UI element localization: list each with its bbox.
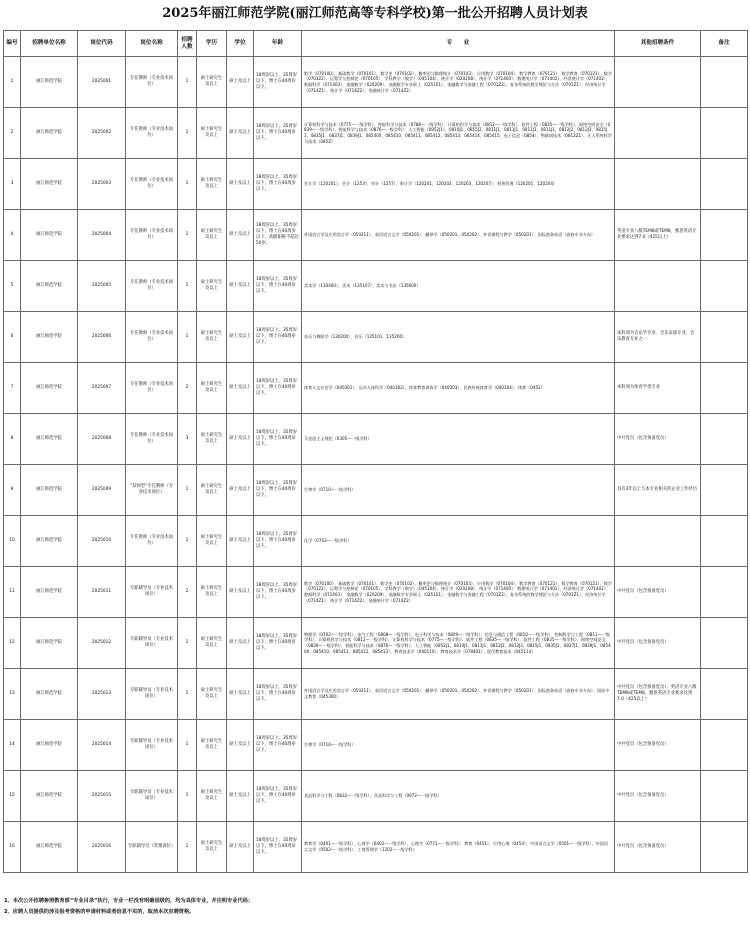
cell-age: 18周岁以上、35周岁以下，博士在40周岁以下。 [254,465,302,516]
cell-other: 中共党员（包含预备党员） [615,720,701,771]
header-no: 编号 [4,31,21,57]
cell-count: 1 [178,159,197,210]
cell-unit: 丽江师范学院 [21,822,78,873]
cell-remark [701,159,748,210]
cell-code: 2025006 [78,312,126,363]
cell-degree: 硕士及以上 [227,108,254,159]
cell-unit: 丽江师范学院 [21,720,78,771]
cell-major: 生物学（0710—一级学科） [302,465,615,516]
cell-code: 2025007 [78,363,126,414]
cell-degree: 硕士及以上 [227,618,254,669]
cell-degree: 硕士及以上 [227,210,254,261]
cell-age: 18周岁以上、35周岁以下，博士在40周岁以下。 [254,414,302,465]
table-row [4,363,748,414]
cell-no: 5 [4,261,21,312]
header-code: 岗位代码 [78,31,126,57]
cell-edu: 硕士研究生及以上 [197,210,227,261]
table-row [4,414,748,465]
cell-degree: 硕士及以上 [227,465,254,516]
cell-no: 6 [4,312,21,363]
cell-edu: 硕士研究生及以上 [197,363,227,414]
cell-remark [701,720,748,771]
cell-other: 具有3年以上与本专业相关的企业工作经历 [615,465,701,516]
page-title: 2025年丽江师范学院(丽江师范高等专科学校)第一批公开招聘人员计划表 [162,6,588,21]
footnote-1: 1、本次公开招聘参照教育部“专业目录”执行，专业一栏没有明确层级的，均为具体专业，并注明专业代码； [4,898,254,904]
cell-unit: 丽江师范学院 [21,363,78,414]
cell-other: 本科须为音乐学专业、音乐表演专业、音乐教育专业之一 [615,312,701,363]
cell-edu: 硕士研究生及以上 [197,822,227,873]
cell-edu: 硕士研究生及以上 [197,312,227,363]
cell-major: 外国语言学及应用语言学（050211）、英语语言文学（050201）、翻译学（050201、050202）、外语课程与教学（050201）、国际商务英语（高校专业方向）、国际中文教育（045300） [302,669,615,720]
cell-code: 2025010 [78,516,126,567]
cell-unit: 丽江师范学院 [21,465,78,516]
cell-no: 7 [4,363,21,414]
cell-other: 本科须为体育学类专业 [615,363,701,414]
cell-post: 专职辅导员（专业技术岗位） [126,618,178,669]
table-row [4,159,748,210]
cell-count: 1 [178,516,197,567]
cell-major: 马克思主义理论（0305—一级学科） [302,414,615,465]
header-edu: 学历 [197,31,227,57]
cell-remark [701,567,748,618]
cell-unit: 丽江师范学院 [21,669,78,720]
cell-post: 专任教师（专业技术岗位） [126,312,178,363]
cell-major: 教育学（0401—一级学科）、心理学（0402—一级学科）、心理学（0771—一级学科）、教育（0451）、应用心理（0454）、中国语言文学（0501—一级学科）、外国语言文学（0502—一级学科）、工商管理学（1202—一级学科） [302,822,615,873]
cell-unit: 丽江师范学院 [21,210,78,261]
cell-remark [701,57,748,108]
cell-edu: 硕士研究生及以上 [197,567,227,618]
cell-major: 食品科学与工程（0832—一级学科）、食品科学与工程（0972—一级学科） [302,771,615,822]
cell-count: 1 [178,261,197,312]
cell-degree: 硕士及以上 [227,669,254,720]
cell-code: 2025001 [78,57,126,108]
header-count: 招聘人数 [178,31,197,57]
recruitment-plan-table [3,30,748,873]
cell-code: 2025002 [78,108,126,159]
cell-code: 2025005 [78,261,126,312]
cell-remark [701,414,748,465]
cell-count: 1 [178,720,197,771]
cell-age: 18周岁以上、35周岁以下，博士在40周岁以下。 [254,312,302,363]
cell-major: 化学（0703—一级学科） [302,516,615,567]
cell-code: 2025011 [78,567,126,618]
cell-major: 美术学（130400）、美术（135107）、美术与书法（135600） [302,261,615,312]
cell-edu: 硕士研究生及以上 [197,261,227,312]
cell-major: 数学（070100）、基础数学（070101）、数学史（070102）、概率论与数理统计（070103）、应用数学（070104）、数学教育（070121）、数学教育（070121）、数学（070122）、运筹学与控制论（070105）、学科教学（数学）（045104）、统计学（020208）、统计学（071400）、数理统计学（071401）、经济统计学（071402）、数据科学（071403）、金融数学（020209）、金融数学专业硕士（025101）、金融数学与金融工程（0701Z2）、复杂系统的数学理论与方法（0701Z1）、经济统计学（0714Z1）、统计学（0714Z2）、金融统计学（0714Z2） [302,57,615,108]
cell-other [615,108,701,159]
cell-other: 中共党员（包含预备党员） [615,567,701,618]
cell-post: 专任教师（专业技术岗位） [126,108,178,159]
cell-degree: 硕士及以上 [227,312,254,363]
cell-age: 18周岁以上、35周岁以下，博士在40周岁以下。 [254,720,302,771]
header-remark: 备注 [701,31,748,57]
cell-edu: 硕士研究生及以上 [197,669,227,720]
table-row [4,108,748,159]
cell-degree: 硕士及以上 [227,822,254,873]
cell-count: 1 [178,57,197,108]
table-row [4,618,748,669]
cell-no: 10 [4,516,21,567]
cell-age: 18周岁以上、35周岁以下，博士在40周岁以下。 [254,57,302,108]
table-row [4,567,748,618]
cell-count: 3 [178,414,197,465]
cell-other [615,261,701,312]
cell-code: 2025014 [78,720,126,771]
cell-edu: 硕士研究生及以上 [197,159,227,210]
cell-no: 2 [4,108,21,159]
cell-unit: 丽江师范学院 [21,567,78,618]
cell-post: 专任教师（专业技术岗位） [126,414,178,465]
cell-post: 专职辅导员（专业技术岗位） [126,771,178,822]
cell-no: 3 [4,159,21,210]
cell-post: 专职辅导员（专业技术岗位） [126,720,178,771]
cell-major: 生物学（0710—一级学科） [302,720,615,771]
header-major: 专 业 [302,31,615,57]
cell-age: 18周岁以上、35周岁以下，博士在40周岁以下。 [254,822,302,873]
cell-post: 专任教师（专业技术岗位） [126,210,178,261]
cell-no: 16 [4,822,21,873]
cell-no: 9 [4,465,21,516]
cell-other: 中共党员（包含预备党员） [615,414,701,465]
cell-remark [701,363,748,414]
header-unit: 招聘单位名称 [21,31,78,57]
footnote-2: 2、应聘人员提供的涉及报考资格的申请材料或者信息不实的，取消本次应聘资格。 [4,909,195,915]
cell-count: 1 [178,771,197,822]
cell-remark [701,771,748,822]
cell-code: 2025015 [78,771,126,822]
cell-unit: 丽江师范学院 [21,261,78,312]
cell-count: 2 [178,363,197,414]
cell-edu: 硕士研究生及以上 [197,771,227,822]
cell-post: 专任教师（专业技术岗位） [126,363,178,414]
cell-no: 11 [4,567,21,618]
cell-degree: 硕士及以上 [227,363,254,414]
footnotes [4,896,746,918]
cell-edu: 硕士研究生及以上 [197,57,227,108]
header-post: 岗位名称 [126,31,178,57]
table-row [4,720,748,771]
cell-age: 18周岁以上、35周岁以下，博士在40周岁以下。 [254,669,302,720]
cell-degree: 硕士及以上 [227,261,254,312]
cell-code: 2025013 [78,669,126,720]
cell-count: 1 [178,210,197,261]
cell-count: 1 [178,465,197,516]
table-row [4,261,748,312]
cell-no: 8 [4,414,21,465]
cell-post: 专任教师（专业技术岗位） [126,57,178,108]
cell-edu: 硕士研究生及以上 [197,465,227,516]
cell-code: 2025012 [78,618,126,669]
table-header-row [4,31,748,57]
cell-age: 18周岁以上、35周岁以下，博士在40周岁以下，高级职称不超过50岁。 [254,210,302,261]
cell-other: 中共党员（包含预备党员） [615,771,701,822]
cell-remark [701,465,748,516]
cell-no: 14 [4,720,21,771]
table-row [4,57,748,108]
table-row [4,465,748,516]
cell-remark [701,312,748,363]
cell-other [615,57,701,108]
cell-age: 18周岁以上、35周岁以下，博士在40周岁以下。 [254,261,302,312]
cell-code: 2025016 [78,822,126,873]
cell-post: 专任教师（专业技术岗位） [126,261,178,312]
cell-unit: 丽江师范学院 [21,414,78,465]
cell-major: 数学（070100）、基础数学（070101）、数学史（070102）、概率论与数理统计（070103）、应用数学（070104）、数学教育（070121）、数学教育（070121）、数学（070122）、运筹学与控制论（070105）、学科教学（数学）（045104）、统计学（020208）、统计学（071400）、数理统计学（071401）、经济统计学（071402）、数据科学（071403）、金融数学（020209）、金融数学专业硕士（025101）、金融数学与金融工程（0701Z2）、复杂系统的数学理论与方法（0701Z1）、经济统计学（0714Z1）、统计学（0714Z2）、金融统计学（0714Z2） [302,567,615,618]
cell-major: 外国语言学及应用语言学（050211）、英语语言文学（050201）、翻译学（050201、050202）、外语课程与教学（050201）、国际商务英语（高校专业方向） [302,210,615,261]
cell-post: 专职辅导员（专业技术岗位） [126,567,178,618]
cell-edu: 硕士研究生及以上 [197,720,227,771]
cell-remark [701,669,748,720]
cell-count: 1 [178,618,197,669]
cell-major: 计算机科学与技术（0775—一级学科）、智能科学与技术（0788—一级学科）、计算机科学与技术（0812—一级学科）、软件工程（0835—一级学科）、网络空间安全（0839—一级学科）、智能科学与技术（0876—一级学科）、人工智能（0852J1）、0810J1、0815J2、0811J1、0811J1、0811J1、0811J1、0812J2、0812J3、0815J1、0835J1、0837J1、0839J1、085400、085410、085411、085412、085413、085414、085415、电子信息（0854）、物联网技术（0812Z1）、无人系统科学与技术（085Z） [302,108,615,159]
cell-unit: 丽江师范学院 [21,516,78,567]
cell-other [615,516,701,567]
cell-degree: 硕士及以上 [227,720,254,771]
cell-edu: 硕士研究生及以上 [197,618,227,669]
cell-remark [701,822,748,873]
cell-degree: 硕士及以上 [227,57,254,108]
cell-major: 会计学（120201）、会计（1253）、审计（1257）、审计学（120201、120202、120203、120207）、财务管理（120201、120204） [302,159,615,210]
cell-post: 专职辅导员（管理岗位） [126,822,178,873]
cell-remark [701,516,748,567]
cell-code: 2025004 [78,210,126,261]
cell-post: 专任教师（专业技术岗位） [126,516,178,567]
cell-age: 18周岁以上、35周岁以下，博士在40周岁以下。 [254,618,302,669]
cell-age: 18周岁以上、35周岁以下，博士在40周岁以下。 [254,159,302,210]
cell-remark [701,210,748,261]
cell-degree: 硕士及以上 [227,414,254,465]
cell-degree: 硕士及以上 [227,159,254,210]
table-row [4,771,748,822]
cell-major: 物理学（0702—一级学科）、电气工程（0808—一级学科）、电子科学与技术（0809—一级学科）、信息与通信工程（0810—一级学科）、控制科学与工程（0811—一级学科）、计算机科学与技术（0812—一级学科）、计算机科学与技术（0775—一级学科）、软件工程（0835—一级学科）、软件工程（0835—一级学科）、网络空间安全（0839—一级学科）、智能科学与技术（0876—一级学科）、人工智能（0852J1、0810J1、0811J1、0812J2、0812J3、0815J1、0835J1、0837J1、0839J1、085400、085410、085411、085412、085413）、教育技术学（040110）、教育技术学（078401）、现代教育技术（045114） [302,618,615,669]
cell-code: 2025009 [78,465,126,516]
cell-age: 18周岁以上、35周岁以下，博士在40周岁以下。 [254,108,302,159]
cell-other: 英语专业八级TEM8或TEM8，雅思英语专业要求达到7.0（425以上） [615,210,701,261]
cell-degree: 硕士及以上 [227,567,254,618]
cell-no: 12 [4,618,21,669]
cell-no: 4 [4,210,21,261]
cell-degree: 硕士及以上 [227,516,254,567]
table-row [4,669,748,720]
cell-code: 2025008 [78,414,126,465]
table-row [4,516,748,567]
cell-edu: 硕士研究生及以上 [197,108,227,159]
table-row [4,312,748,363]
header-other: 其他招聘条件 [615,31,701,57]
cell-code: 2025003 [78,159,126,210]
cell-remark [701,108,748,159]
header-age: 年龄 [254,31,302,57]
cell-edu: 硕士研究生及以上 [197,516,227,567]
cell-other [615,159,701,210]
cell-count: 2 [178,567,197,618]
cell-unit: 丽江师范学院 [21,312,78,363]
cell-age: 18周岁以上、35周岁以下，博士在40周岁以下。 [254,516,302,567]
cell-post: 专职辅导员（专业技术岗位） [126,669,178,720]
cell-major: 音乐与舞蹈学（130200）、音乐（135101、135200） [302,312,615,363]
cell-major: 体育人文社会学（040301）、运动人体科学（040302）、体育教育训练学（040303）、民族传统体育学（040304）、体育（0452） [302,363,615,414]
cell-degree: 硕士及以上 [227,771,254,822]
cell-count: 1 [178,669,197,720]
cell-age: 18周岁以上、35周岁以下，博士在40周岁以下。 [254,567,302,618]
cell-age: 18周岁以上、35周岁以下，博士在40周岁以下。 [254,363,302,414]
cell-age: 18周岁以上、35周岁以下，博士在40周岁以下。 [254,771,302,822]
cell-count: 1 [178,108,197,159]
cell-unit: 丽江师范学院 [21,57,78,108]
cell-other: 中共党员（包含预备党员） [615,618,701,669]
cell-count: 1 [178,312,197,363]
cell-edu: 硕士研究生及以上 [197,414,227,465]
cell-unit: 丽江师范学院 [21,618,78,669]
table-row [4,822,748,873]
cell-remark [701,261,748,312]
table-row [4,210,748,261]
cell-post: 专任教师（专业技术岗位） [126,159,178,210]
header-degree: 学位 [227,31,254,57]
cell-no: 13 [4,669,21,720]
cell-post: “双师型”专任教师（专业技术岗位） [126,465,178,516]
cell-unit: 丽江师范学院 [21,108,78,159]
cell-other: 中共党员（包含预备党员） [615,822,701,873]
cell-no: 1 [4,57,21,108]
cell-unit: 丽江师范学院 [21,771,78,822]
cell-remark [701,618,748,669]
cell-count: 1 [178,822,197,873]
cell-no: 15 [4,771,21,822]
cell-other: 中共党员（包含预备党员）；英语专业八级TEM8或TEM8，雅思英语专业要求达到7.0（425以上） [615,669,701,720]
cell-unit: 丽江师范学院 [21,159,78,210]
